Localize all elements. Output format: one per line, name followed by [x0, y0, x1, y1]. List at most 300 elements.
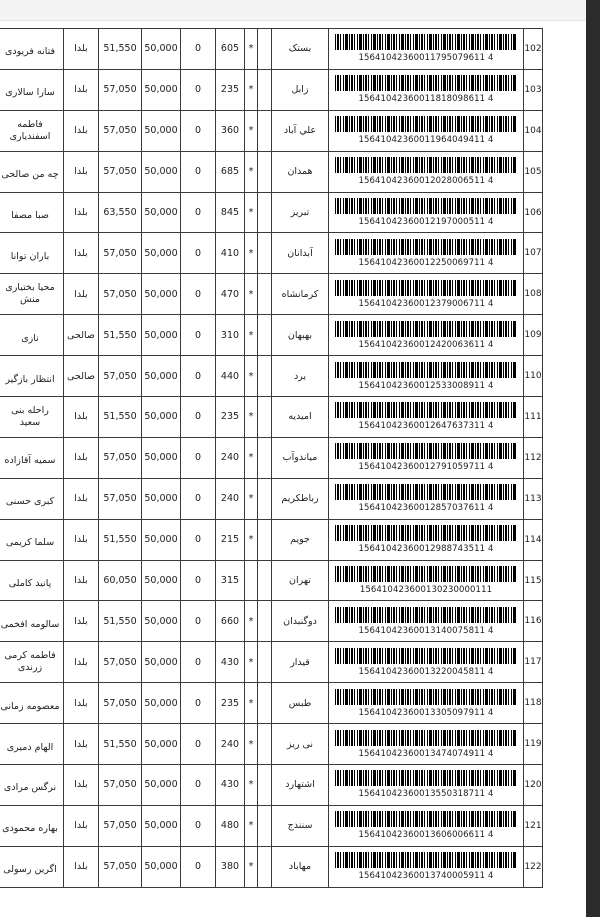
barcode-cell — [329, 519, 524, 560]
barcode-cell — [329, 683, 524, 724]
recipient-name-cell — [0, 29, 64, 70]
base-amount-cell: 50,000 — [142, 683, 181, 724]
recipient-name-cell — [0, 274, 64, 315]
table-row — [0, 724, 543, 765]
row-index-cell: 104 — [524, 110, 543, 151]
base-amount-cell: 50,000 — [142, 315, 181, 356]
table-row — [0, 315, 543, 356]
star-mark-cell: * — [245, 437, 258, 478]
code-cell: 480 — [216, 805, 245, 846]
code-cell: 605 — [216, 29, 245, 70]
recipient-name: الهام دمیری — [6, 741, 54, 753]
base-amount-cell: 50,000 — [142, 397, 181, 438]
total-amount-cell: 60,050 — [99, 560, 142, 601]
barcode-cell — [329, 315, 524, 356]
barcode-number: 15641042360012379006711 4 — [358, 298, 494, 309]
barcode-bars — [335, 648, 517, 664]
code-cell: 660 — [216, 601, 245, 642]
barcode-cell — [329, 233, 524, 274]
barcode-number: 15641042360013606006611 4 — [358, 830, 494, 841]
star-mark-cell: * — [245, 29, 258, 70]
recipient-name: صبا مصفا — [11, 210, 49, 221]
recipient-name-cell — [0, 805, 64, 846]
table-row — [0, 437, 543, 478]
barcode-number: 15641042360012250069711 4 — [358, 257, 494, 268]
row-index-cell: 110 — [524, 356, 543, 397]
base-amount-cell: 50,000 — [142, 765, 181, 806]
recipient-name-cell — [0, 642, 64, 683]
village-cell: بلدا — [64, 519, 99, 560]
recipient-name: بهاره محمودی — [2, 823, 58, 835]
empty-cell — [258, 29, 272, 70]
barcode-bars — [335, 443, 517, 459]
barcode-number: 15641042360012988743511 4 — [358, 544, 494, 555]
recipient-name: محیا بختیاری منش — [5, 282, 55, 306]
row-index-cell: 112 — [524, 437, 543, 478]
code-cell: 430 — [216, 642, 245, 683]
barcode-bars — [335, 321, 517, 337]
barcode-bars — [335, 75, 517, 91]
city-cell: قیدار — [272, 642, 329, 683]
code-cell: 235 — [216, 69, 245, 110]
code-cell: 240 — [216, 724, 245, 765]
village-cell: صالحی — [64, 356, 99, 397]
recipient-name-cell — [0, 519, 64, 560]
table-row — [0, 29, 543, 70]
row-index-cell: 118 — [524, 683, 543, 724]
recipient-name: انتظار بازگیر — [5, 373, 55, 385]
barcode-bars — [335, 280, 517, 296]
zero-value-cell: 0 — [181, 560, 216, 601]
base-amount-cell: 50,000 — [142, 69, 181, 110]
city-cell: نی ریز — [272, 724, 329, 765]
barcode-cell — [329, 356, 524, 397]
base-amount-cell: 50,000 — [142, 601, 181, 642]
table-row — [0, 274, 543, 315]
zero-value-cell: 0 — [181, 519, 216, 560]
total-amount-cell: 57,050 — [99, 683, 142, 724]
star-mark-cell: * — [245, 151, 258, 192]
barcode-cell — [329, 642, 524, 683]
barcode-bars — [335, 157, 517, 173]
barcode-number: 15641042360011795079611 4 — [358, 53, 494, 64]
base-amount-cell: 50,000 — [142, 274, 181, 315]
barcode-cell — [329, 437, 524, 478]
base-amount-cell: 50,000 — [142, 519, 181, 560]
village-cell: بلدا — [64, 765, 99, 806]
star-mark-cell: * — [245, 601, 258, 642]
barcode-bars — [335, 770, 517, 786]
barcode-bars — [335, 362, 517, 378]
code-cell: 235 — [216, 397, 245, 438]
empty-cell — [258, 315, 272, 356]
city-cell: میاندوآب — [272, 437, 329, 478]
city-cell: آبدانان — [272, 233, 329, 274]
shipments-table — [0, 28, 543, 888]
barcode-bars — [335, 607, 517, 623]
row-index-cell: 103 — [524, 69, 543, 110]
empty-cell — [258, 192, 272, 233]
empty-cell — [258, 274, 272, 315]
zero-value-cell: 0 — [181, 601, 216, 642]
village-cell: بلدا — [64, 846, 99, 887]
barcode-number: 15641042360013550318711 4 — [358, 789, 494, 800]
barcode-number: 15641042360012197000511 4 — [358, 217, 494, 227]
total-amount-cell: 57,050 — [99, 110, 142, 151]
code-cell: 360 — [216, 110, 245, 151]
city-cell: جویم — [272, 519, 329, 560]
barcode-number: 15641042360012420063611 4 — [358, 339, 494, 350]
code-cell: 685 — [216, 151, 245, 192]
empty-cell — [258, 478, 272, 519]
recipient-name-cell — [0, 437, 64, 478]
base-amount-cell: 50,000 — [142, 805, 181, 846]
recipient-name: سمیه آقازاده — [4, 455, 56, 467]
zero-value-cell: 0 — [181, 151, 216, 192]
total-amount-cell: 51,550 — [99, 315, 142, 356]
star-mark-cell: * — [245, 69, 258, 110]
table-body — [0, 29, 543, 888]
code-cell: 240 — [216, 437, 245, 478]
table-row — [0, 846, 543, 887]
star-mark-cell: * — [245, 274, 258, 315]
barcode-bars — [335, 811, 517, 827]
table-row — [0, 478, 543, 519]
recipient-name-cell — [0, 765, 64, 806]
total-amount-cell: 57,050 — [99, 765, 142, 806]
village-cell: بلدا — [64, 151, 99, 192]
total-amount-cell: 51,550 — [99, 397, 142, 438]
barcode-cell — [329, 805, 524, 846]
base-amount-cell: 50,000 — [142, 437, 181, 478]
city-cell: رباطکریم — [272, 478, 329, 519]
recipient-name-cell — [0, 356, 64, 397]
barcode-bars — [335, 730, 517, 746]
village-cell: بلدا — [64, 437, 99, 478]
barcode-number: 15641042360012533008911 4 — [358, 380, 494, 391]
table-row — [0, 683, 543, 724]
barcode-bars — [335, 852, 517, 868]
recipient-name-cell — [0, 192, 64, 233]
city-cell: یرد — [272, 356, 329, 397]
village-cell: بلدا — [64, 601, 99, 642]
recipient-name: سالومه افخمی — [0, 618, 60, 630]
total-amount-cell: 57,050 — [99, 642, 142, 683]
barcode-bars — [335, 198, 517, 214]
base-amount-cell: 50,000 — [142, 846, 181, 887]
barcode-number: 15641042360013474074911 4 — [358, 748, 494, 759]
empty-cell — [258, 437, 272, 478]
recipient-name: سارا سالاری — [5, 87, 55, 99]
code-cell: 440 — [216, 356, 245, 397]
zero-value-cell: 0 — [181, 805, 216, 846]
table-row — [0, 397, 543, 438]
recipient-name: معصومه زمانی — [0, 700, 60, 712]
barcode-bars — [335, 402, 517, 418]
barcode-cell — [329, 846, 524, 887]
recipient-name: کبری حسنی — [5, 496, 55, 508]
star-mark-cell: * — [245, 846, 258, 887]
barcode-number: 15641042360013740005911 4 — [358, 871, 494, 882]
star-mark-cell: * — [245, 765, 258, 806]
table-row — [0, 765, 543, 806]
recipient-name: اگرین رسولی — [3, 864, 57, 876]
total-amount-cell: 51,550 — [99, 724, 142, 765]
code-cell: 845 — [216, 192, 245, 233]
code-cell: 235 — [216, 683, 245, 724]
row-index-cell: 108 — [524, 274, 543, 315]
base-amount-cell: 50,000 — [142, 29, 181, 70]
barcode-cell — [329, 110, 524, 151]
total-amount-cell: 57,050 — [99, 356, 142, 397]
star-mark-cell: * — [245, 315, 258, 356]
table-row — [0, 356, 543, 397]
barcode-cell — [329, 397, 524, 438]
city-cell: دوگنبدان — [272, 601, 329, 642]
table-row — [0, 601, 543, 642]
barcode-cell — [329, 724, 524, 765]
row-index-cell: 107 — [524, 233, 543, 274]
table-row — [0, 151, 543, 192]
village-cell: بلدا — [64, 110, 99, 151]
village-cell: صالحی — [64, 315, 99, 356]
barcode-number: 15641042360011818098611 4 — [358, 94, 494, 105]
zero-value-cell: 0 — [181, 69, 216, 110]
barcode-number: 156410423600130230000111 — [359, 585, 493, 596]
barcode-cell — [329, 29, 524, 70]
barcode-cell — [329, 601, 524, 642]
row-index-cell: 109 — [524, 315, 543, 356]
zero-value-cell: 0 — [181, 683, 216, 724]
city-cell: طبس — [272, 683, 329, 724]
star-mark-cell: * — [245, 724, 258, 765]
base-amount-cell: 50,000 — [142, 642, 181, 683]
empty-cell — [258, 724, 272, 765]
empty-cell — [258, 151, 272, 192]
empty-cell — [258, 69, 272, 110]
barcode-cell — [329, 478, 524, 519]
row-index-cell: 102 — [524, 29, 543, 70]
city-cell: زابل — [272, 69, 329, 110]
code-cell: 310 — [216, 315, 245, 356]
row-index-cell: 113 — [524, 478, 543, 519]
zero-value-cell: 0 — [181, 315, 216, 356]
barcode-bars — [335, 239, 517, 255]
city-cell: بستک — [272, 29, 329, 70]
recipient-name-cell — [0, 315, 64, 356]
city-cell: تبریز — [272, 192, 329, 233]
recipient-name: نازی — [21, 332, 39, 344]
table-row — [0, 560, 543, 601]
row-index-cell: 106 — [524, 192, 543, 233]
top-toolbar-strip — [0, 0, 600, 21]
barcode-cell — [329, 151, 524, 192]
code-cell: 470 — [216, 274, 245, 315]
total-amount-cell: 57,050 — [99, 437, 142, 478]
row-index-cell: 116 — [524, 601, 543, 642]
total-amount-cell: 57,050 — [99, 69, 142, 110]
zero-value-cell: 0 — [181, 233, 216, 274]
base-amount-cell: 50,000 — [142, 356, 181, 397]
window-edge — [586, 0, 600, 917]
table-row — [0, 805, 543, 846]
village-cell: بلدا — [64, 274, 99, 315]
empty-cell — [258, 519, 272, 560]
barcode-bars — [335, 689, 517, 705]
village-cell: بلدا — [64, 192, 99, 233]
base-amount-cell: 50,000 — [142, 151, 181, 192]
empty-cell — [258, 356, 272, 397]
village-cell: بلدا — [64, 560, 99, 601]
row-index-cell: 114 — [524, 519, 543, 560]
row-index-cell: 111 — [524, 397, 543, 438]
zero-value-cell: 0 — [181, 724, 216, 765]
zero-value-cell: 0 — [181, 642, 216, 683]
total-amount-cell: 57,050 — [99, 274, 142, 315]
village-cell: بلدا — [64, 724, 99, 765]
barcode-number: 15641042360012647637311 4 — [358, 421, 494, 432]
city-cell: کرمانشاه — [272, 274, 329, 315]
total-amount-cell: 57,050 — [99, 478, 142, 519]
recipient-name: فاطمه اسفندیاری — [9, 118, 51, 142]
row-index-cell: 117 — [524, 642, 543, 683]
city-cell: سنندج — [272, 805, 329, 846]
barcode-cell — [329, 274, 524, 315]
row-index-cell: 120 — [524, 765, 543, 806]
row-index-cell: 122 — [524, 846, 543, 887]
barcode-bars — [335, 525, 517, 541]
recipient-name-cell — [0, 110, 64, 151]
barcode-bars — [335, 116, 517, 132]
recipient-name-cell — [0, 683, 64, 724]
zero-value-cell: 0 — [181, 478, 216, 519]
code-cell: 410 — [216, 233, 245, 274]
code-cell: 240 — [216, 478, 245, 519]
star-mark-cell: * — [245, 478, 258, 519]
recipient-name-cell — [0, 397, 64, 438]
barcode-bars — [335, 484, 517, 500]
row-index-cell: 115 — [524, 560, 543, 601]
village-cell: بلدا — [64, 397, 99, 438]
barcode-cell — [329, 765, 524, 806]
star-mark-cell: * — [245, 683, 258, 724]
empty-cell — [258, 642, 272, 683]
recipient-name: راحله بنی سعید — [11, 404, 49, 428]
empty-cell — [258, 765, 272, 806]
base-amount-cell: 50,000 — [142, 192, 181, 233]
village-cell: بلدا — [64, 233, 99, 274]
recipient-name-cell — [0, 846, 64, 887]
star-mark-cell: * — [245, 192, 258, 233]
village-cell: بلدا — [64, 478, 99, 519]
village-cell: بلدا — [64, 29, 99, 70]
code-cell: 215 — [216, 519, 245, 560]
barcode-number: 15641042360012791059711 4 — [358, 462, 494, 473]
zero-value-cell: 0 — [181, 192, 216, 233]
table-row — [0, 192, 543, 233]
barcode-cell — [329, 192, 524, 233]
barcode-cell — [329, 69, 524, 110]
total-amount-cell: 57,050 — [99, 846, 142, 887]
recipient-name: فتانه فریودی — [4, 46, 56, 58]
table-row — [0, 69, 543, 110]
base-amount-cell: 50,000 — [142, 724, 181, 765]
table-row — [0, 233, 543, 274]
city-cell: بهبهان — [272, 315, 329, 356]
star-mark-cell: * — [245, 642, 258, 683]
city-cell: علي آباد — [272, 110, 329, 151]
zero-value-cell: 0 — [181, 765, 216, 806]
total-amount-cell: 51,550 — [99, 29, 142, 70]
base-amount-cell: 50,000 — [142, 478, 181, 519]
recipient-name: باران توانا — [10, 250, 50, 262]
recipient-name: پانید کاملی — [8, 578, 52, 590]
code-cell: 380 — [216, 846, 245, 887]
star-mark-cell: * — [245, 356, 258, 397]
barcode-number: 15641042360013220045811 4 — [358, 666, 494, 677]
empty-cell — [258, 397, 272, 438]
zero-value-cell: 0 — [181, 274, 216, 315]
base-amount-cell: 50,000 — [142, 110, 181, 151]
village-cell: بلدا — [64, 683, 99, 724]
zero-value-cell: 0 — [181, 29, 216, 70]
zero-value-cell: 0 — [181, 110, 216, 151]
barcode-number: 15641042360012028006511 4 — [358, 176, 494, 187]
village-cell: بلدا — [64, 642, 99, 683]
recipient-name-cell — [0, 560, 64, 601]
empty-cell — [258, 683, 272, 724]
recipient-name: چه من صالحی — [1, 169, 59, 181]
star-mark-cell: * — [245, 397, 258, 438]
zero-value-cell: 0 — [181, 397, 216, 438]
recipient-name: فاطمه کرمی زرندی — [4, 650, 56, 674]
total-amount-cell: 51,550 — [99, 601, 142, 642]
recipient-name-cell — [0, 724, 64, 765]
table-row — [0, 519, 543, 560]
empty-cell — [258, 233, 272, 274]
barcode-number: 15641042360013140075811 4 — [358, 625, 494, 636]
barcode-number: 15641042360013305097911 4 — [358, 707, 494, 718]
village-cell: بلدا — [64, 805, 99, 846]
row-index-cell: 105 — [524, 151, 543, 192]
barcode-number: 15641042360012857037611 4 — [358, 503, 494, 514]
empty-cell — [258, 560, 272, 601]
total-amount-cell: 57,050 — [99, 233, 142, 274]
recipient-name-cell — [0, 478, 64, 519]
city-cell: اشتهارد — [272, 765, 329, 806]
table-row — [0, 642, 543, 683]
code-cell: 430 — [216, 765, 245, 806]
base-amount-cell: 50,000 — [142, 560, 181, 601]
empty-cell — [258, 805, 272, 846]
star-mark-cell: * — [245, 110, 258, 151]
star-mark-cell: * — [245, 233, 258, 274]
recipient-name-cell — [0, 233, 64, 274]
row-index-cell: 121 — [524, 805, 543, 846]
base-amount-cell: 50,000 — [142, 233, 181, 274]
recipient-name: سلما کریمی — [5, 537, 55, 549]
recipient-name-cell — [0, 151, 64, 192]
city-cell: تهران — [272, 560, 329, 601]
barcode-cell — [329, 560, 524, 601]
city-cell: همدان — [272, 151, 329, 192]
code-cell: 315 — [216, 560, 245, 601]
total-amount-cell: 57,050 — [99, 805, 142, 846]
recipient-name-cell — [0, 601, 64, 642]
table-row — [0, 110, 543, 151]
zero-value-cell: 0 — [181, 356, 216, 397]
village-cell: بلدا — [64, 69, 99, 110]
